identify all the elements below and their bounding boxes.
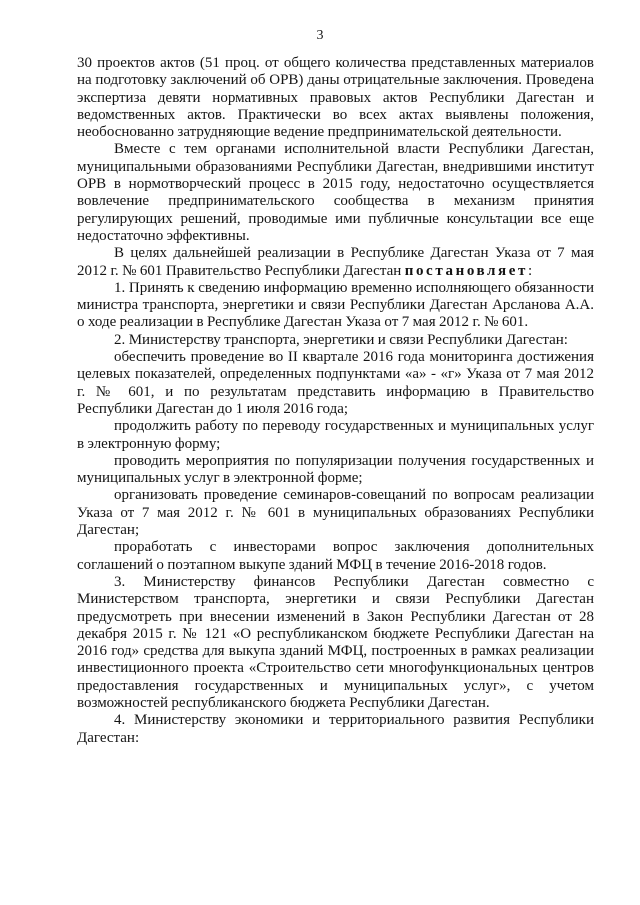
paragraph-text: проработать с инвесторами вопрос заключения дополнительных соглашений о поэтапном выкупе зданий МФЦ в течение 2016-2018 годов. — [77, 539, 594, 573]
paragraph-p-2c — [77, 453, 594, 488]
paragraph-text: 1. Принять к сведению информацию временно исполняющего обязанности министра транспорта, энергетики и связи Республики Дагестан Арсланова А.А. о ходе реализации в Республике Дагестан Указа от 7 мая 2012 г. № 601. — [77, 279, 594, 331]
paragraph-text: продолжить работу по переводу государственных и муниципальных услуг в электронную форму; — [77, 418, 594, 452]
page-number: 3 — [316, 28, 324, 43]
paragraph-p-2 — [77, 332, 594, 349]
paragraph-p-vmeste — [77, 141, 594, 245]
paragraph-p-3 — [77, 574, 594, 712]
paragraph-p-4 — [77, 712, 594, 747]
paragraph-p-1 — [77, 280, 594, 332]
paragraph-text: : — [528, 262, 533, 279]
paragraph-text: организовать проведение семинаров-совещаний по вопросам реализации Указа от 7 мая 2012 г. № 601 в муниципальных образованиях Республики Дагестан; — [77, 487, 594, 539]
paragraph-p-2d — [77, 487, 594, 539]
paragraph-p-2b — [77, 418, 594, 453]
paragraph-text: обеспечить проведение во II квартале 2016 года мониторинга достижения целевых показателей, определенных подпунктами «а» - «г» Указа от 7 мая 2012 г. № 601, и по результатам представить информацию в Правительство Республики Дагестан до 1 июля 2016 года; — [77, 349, 594, 417]
paragraph-text: 30 проектов актов (51 проц. от общего количества представленных материалов на подготовку заключений об ОРВ) даны отрицательные заключения. Проведена экспертиза девяти нормативных правовых актов Республики Дагестан и ведомственных актов. Практически во всех актах выявлены положения, необоснованно затрудняющие ведение предпринимательской деятельности. — [77, 55, 594, 141]
spaced-keyword: постановляет — [404, 262, 528, 279]
paragraph-p-2e — [77, 539, 594, 574]
paragraph-text: 3. Министерству финансов Республики Дагестан совместно с Министерством транспорта, энергетики и связи Республики Дагестан предусмотреть при внесении изменений в Закон Республики Дагестан от 28 декабря 2015 г. № 121 «О республиканском бюджете Республики Дагестан на 2016 год» средства для выкупа зданий МФЦ, построенных в рамках реализации инвестиционного проекта «Строительство сети многофункциональных центров предоставления государственных и муниципальных услуг», с учетом возможностей республиканского бюджета Республики Дагестан. — [77, 573, 594, 711]
paragraph-text: проводить мероприятия по популяризации получения государственных и муниципальных услуг в электронной форме; — [77, 452, 594, 487]
paragraph-text: 2. Министерству транспорта, энергетики и связи Республики Дагестан: — [114, 331, 568, 348]
paragraph-p-2a — [77, 349, 594, 418]
paragraph-text: 4. Министерству экономики и территориального развития Республики Дагестан: — [77, 712, 594, 746]
paragraph-p-cont — [77, 55, 594, 141]
paragraph-text: Вместе с тем органами исполнительной власти Республики Дагестан, муниципальными образованиями Республики Дагестан, внедрившими институт ОРВ в нормотворческий процесс в 2015 году, недостаточно осуществляется вовлечение предпринимательского сообщества в механизм принятия регулирующих решений, проводимые ими публичные консультации все еще недостаточно эффективны. — [77, 141, 594, 244]
paragraph-text: В целях дальнейшей реализации в Республике Дагестан Указа от 7 мая 2012 г. № 601 Правительство Республики Дагестан — [77, 245, 594, 279]
paragraph-p-tselyah — [77, 245, 594, 280]
document-body — [77, 55, 594, 747]
